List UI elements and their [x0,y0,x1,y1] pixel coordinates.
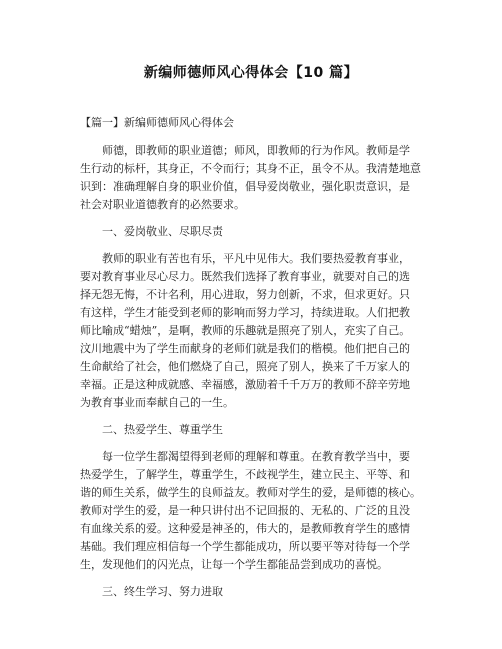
paragraph-line: 基础。我们理应相信每一个学生都能成功，所以要平等对待每一个学 [80,540,410,553]
document-body [80,114,430,601]
paragraph-line: 热爱学生，了解学生，尊重学生，不歧视学生，建立民主、平等、和 [80,468,410,481]
section-heading: 【篇一】新编师德师风心得体会 [80,116,234,129]
paragraph-line: 生，发现他们的闪光点，让每一个学生都能品尝到成功的喜悦。 [80,558,388,571]
paragraph-line: 为教育事业而奉献自己的一生。 [80,396,234,409]
document-title: 新编师德师风心得体会【10 篇】 [143,65,359,81]
paragraph-line: 择无怨无悔，不计名利，用心进取，努力创新，不求，但求更好。只 [80,288,410,301]
paragraph-line: 教师的职业有苦也有乐，平凡中见伟大。我们要热爱教育事业， [102,252,410,265]
paragraph-line: 生行动的标杆，其身正，不令而行；其身不正，虽令不从。我清楚地意 [80,162,421,175]
paragraph-respect [80,448,430,574]
paragraph-line: 师比喻成“蜡烛”，是啊，教师的乐趣就是照亮了别人，充实了自己。 [80,324,411,337]
paragraph-line: 教师对学生的爱，是一种只讲付出不记回报的、无私的、广泛的且没 [80,504,410,517]
paragraph-line: 师德，即教师的职业道德；师风，即教师的行为作风。教师是学 [102,144,410,157]
subheading-2: 二、热爱学生、尊重学生 [102,423,223,436]
paragraph-line: 社会对职业道德教育的必然要求。 [80,198,245,211]
paragraph-line: 有这样，学生才能受到老师的影响而努力学习，持续进取。人们把教 [80,306,410,319]
paragraph-line: 汶川地震中为了学生而献身的老师们就是我们的楷模。他们把自己的 [80,342,410,355]
paragraph-dedication [80,250,430,412]
paragraph-line: 每一位学生都渴望得到老师的理解和尊重。在教育教学当中，要 [102,450,410,463]
paragraph-line: 要对教育事业尽心尽力。既然我们选择了教育事业，就要对自己的选 [80,270,410,283]
paragraph-intro [80,142,430,214]
paragraph-line: 生命献给了社会，他们燃烧了自己，照亮了别人，换来了千万家人的 [80,360,410,373]
paragraph-line: 谐的师生关系，做学生的良师益友。教师对学生的爱，是师德的核心。 [80,486,421,499]
subheading-1: 一、爱岗敬业、尽职尽责 [102,225,223,238]
paragraph-line: 有血缘关系的爱。这种爱是神圣的，伟大的，是教师教育学生的感情 [80,522,410,535]
paragraph-line: 识到：准确理解自身的职业价值，倡导爱岗敬业，强化职责意识，是 [80,180,410,193]
subheading-3: 三、终生学习、努力进取 [102,585,223,598]
paragraph-line: 幸福。正是这种成就感、幸福感，激励着千千万万的教师不辞辛劳地 [80,378,410,391]
